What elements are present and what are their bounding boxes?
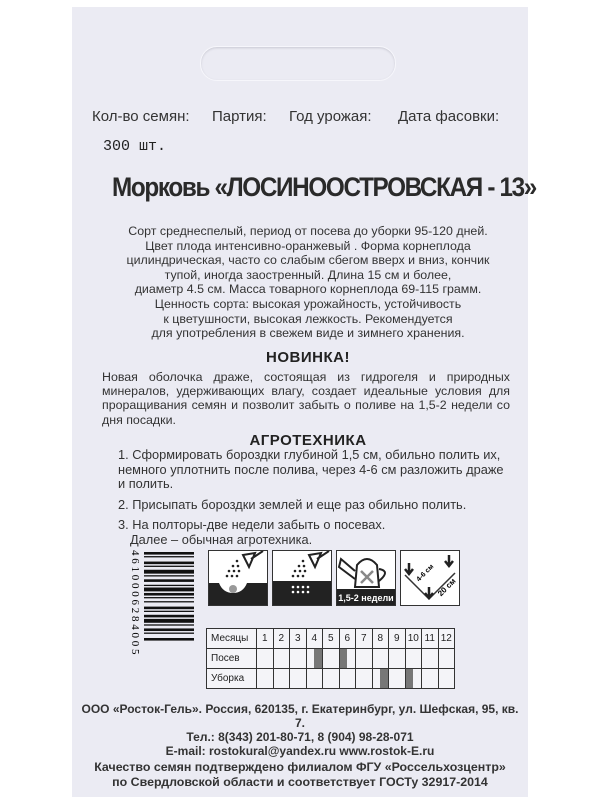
period-bar <box>340 649 348 668</box>
calendar-cell <box>422 669 439 689</box>
agro-step: 3. На полторы-две недели забыть о посевах. <box>118 517 386 532</box>
calendar-cell <box>273 669 290 689</box>
watering-furrow-icon <box>272 550 332 606</box>
agro-step: 1. Сформировать бороздки глубиной 1,5 см, обильно полить их, немного уплотнить после полива, через 4-6 см разложить драже и полить. <box>118 447 504 491</box>
barcode-bar <box>144 628 194 631</box>
pack-date-label: Дата фасовки: <box>398 108 500 125</box>
barcode-bar <box>144 587 194 591</box>
novelty-text: Новая оболочка драже, состоящая из гидрогеля и природных минералов, удерживающих влагу, создает идеальные условия для проращивания семян и позволит забыть о поливе на 1,5-2 недели со дня посадки. <box>102 370 510 427</box>
agro-step-cont: Далее – обычная агротехника. <box>130 531 313 547</box>
desc-line: Ценность сорта: высокая урожайность, устойчивость <box>154 296 462 311</box>
calendar-cell <box>405 649 422 669</box>
sowing-calendar <box>206 628 455 689</box>
period-bar <box>314 649 322 668</box>
no-watering-icon <box>336 550 396 606</box>
barcode-bar <box>144 562 194 565</box>
spacing-icon <box>400 550 460 606</box>
calendar-cell <box>257 649 274 669</box>
calendar-cell <box>422 649 439 669</box>
barcode-bar <box>144 585 194 586</box>
calendar-cell <box>339 649 356 669</box>
quality-line: по Свердловской области и соответствует ГОСТу 32917-2014 <box>112 774 488 789</box>
agro-step: 2. Присыпать бороздки землей и еще раз обильно полить. <box>118 496 467 512</box>
barcode-bar <box>144 601 194 602</box>
month-cell: 3 <box>290 629 307 649</box>
manufacturer-info <box>80 702 520 758</box>
address: ООО «Росток-Гель». Россия, 620135, г. Екатеринбург, ул. Шефская, 95, кв. 7. <box>81 702 519 730</box>
barcode-bar <box>144 615 194 618</box>
barcode-bar <box>144 597 194 598</box>
desc-line: цилиндрическая, часто со слабым сбегом вверх и вниз, кончик <box>126 253 490 268</box>
calendar-cell <box>389 669 406 689</box>
barcode-bar <box>144 633 194 634</box>
desc-line: к цветушности, высокая лежкость. Рекомендуется <box>163 311 453 326</box>
calendar-cell <box>438 649 455 669</box>
period-bar <box>406 669 414 688</box>
barcode-bar <box>144 575 194 576</box>
month-cell: 9 <box>389 629 406 649</box>
months-label: Месяцы <box>207 629 257 649</box>
calendar-row-label: Уборка <box>207 669 257 689</box>
month-cell: 11 <box>422 629 439 649</box>
period-bar <box>380 669 388 688</box>
calendar-cell <box>389 649 406 669</box>
product-title: Морковь «ЛОСИНООСТРОВСКАЯ - 13» <box>112 172 536 202</box>
desc-line: Цвет плода интенсивно-оранжевый . Форма корнеплода <box>145 238 471 253</box>
svg-text:4 6 1 0 0 0 6 2 8 4 0 0 5: 4 6 1 0 0 0 6 2 8 4 0 0 5 <box>129 550 141 655</box>
hang-slot <box>200 46 396 81</box>
seed-count: 300 шт. <box>103 138 167 155</box>
month-cell: 2 <box>273 629 290 649</box>
barcode-bar <box>144 579 194 582</box>
row-label: 20 см <box>436 576 458 599</box>
month-cell: 5 <box>323 629 340 649</box>
month-cell: 8 <box>372 629 389 649</box>
desc-line: для употребления в свежем виде и зимнего хранения. <box>151 326 465 341</box>
barcode-bar <box>144 593 194 596</box>
barcode-bar <box>144 638 194 641</box>
desc-line: тупой, иногда заостренный. Длина 15 см и более, <box>164 267 452 282</box>
desc-line: Сорт среднеспелый, период от посева до уборки 95-120 дней. <box>128 224 488 238</box>
calendar-cell <box>405 669 422 689</box>
month-cell: 4 <box>306 629 323 649</box>
calendar-cell <box>290 649 307 669</box>
calendar-cell <box>306 669 323 689</box>
calendar-cell <box>306 649 323 669</box>
calendar-cell <box>323 649 340 669</box>
calendar-row-label: Посев <box>207 649 257 669</box>
seed-count-label: Кол-во семян: <box>92 108 190 125</box>
barcode-bar <box>144 619 194 623</box>
description <box>88 224 528 341</box>
watering-seed-icon <box>208 550 268 606</box>
calendar-cell <box>290 669 307 689</box>
barcode-bar <box>144 552 194 555</box>
calendar-cell <box>372 669 389 689</box>
agro-heading: АГРОТЕХНИКА <box>249 432 367 449</box>
weeks-label: 1,5-2 недели <box>338 593 394 603</box>
quality-line: Качество семян подтверждено филиалом ФГУ «Россельхозцентр» <box>94 760 506 774</box>
barcode-bar <box>144 556 194 557</box>
month-cell: 12 <box>438 629 455 649</box>
calendar-cell <box>257 669 274 689</box>
calendar-cell <box>356 649 373 669</box>
barcode-bar <box>144 624 194 625</box>
batch-label: Партия: <box>212 108 267 125</box>
month-cell: 10 <box>405 629 422 649</box>
month-cell: 7 <box>356 629 373 649</box>
desc-line: диаметр 4.5 см. Масса товарного корнеплода 69-115 грамм. <box>134 282 482 297</box>
month-cell: 6 <box>339 629 356 649</box>
agro-steps <box>118 448 513 553</box>
calendar-cell <box>438 669 455 689</box>
barcode <box>128 548 196 688</box>
barcode-bar <box>144 611 194 612</box>
barcode-bar <box>144 607 194 610</box>
barcode-bar <box>144 566 194 567</box>
calendar-cell <box>356 669 373 689</box>
phones: Тел.: 8(343) 201-80-71, 8 (904) 98-28-071 <box>186 730 414 744</box>
barcode-bar <box>144 570 194 574</box>
spacing-label: 4-6 см <box>415 563 436 584</box>
calendar-cell <box>273 649 290 669</box>
novelty-heading: НОВИНКА! <box>266 349 350 366</box>
calendar-cell <box>323 669 340 689</box>
calendar-cell <box>339 669 356 689</box>
contacts: E-mail: rostokural@yandex.ru www.rostok-E.ru <box>165 744 435 758</box>
calendar-cell <box>372 649 389 669</box>
harvest-year-label: Год урожая: <box>289 108 372 125</box>
month-cell: 1 <box>257 629 274 649</box>
quality-statement <box>80 760 520 789</box>
